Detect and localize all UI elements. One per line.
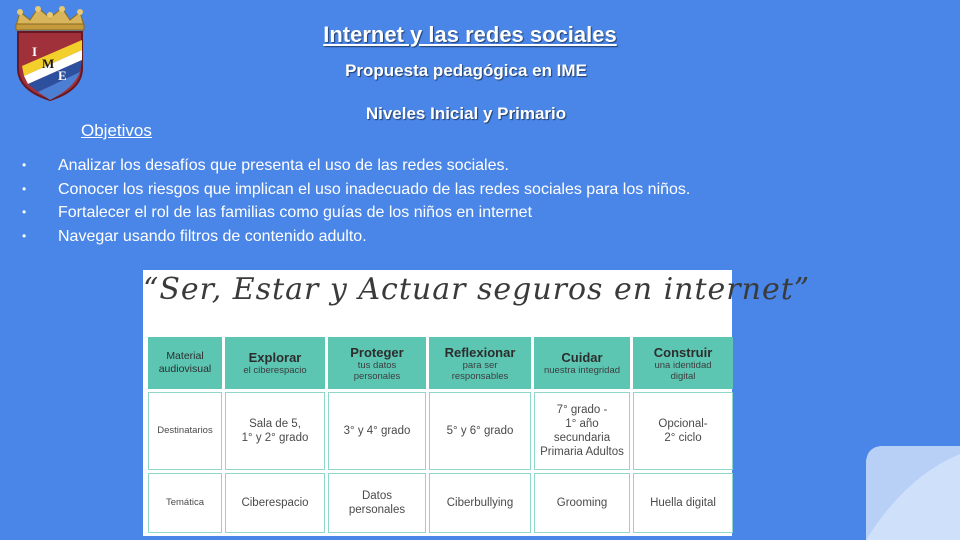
table-cell: Huella digital — [633, 473, 733, 533]
poster-image — [143, 270, 811, 536]
column-title: Reflexionar — [444, 344, 516, 360]
list-item — [20, 154, 880, 178]
table-header-row — [148, 337, 733, 389]
list-item — [20, 178, 880, 202]
logo-letter: M — [42, 56, 55, 71]
page-subtitle: Propuesta pedagógica en IME — [345, 61, 587, 80]
logo-letter: I — [32, 44, 38, 59]
list-item — [20, 225, 880, 249]
row-label: Temática — [148, 473, 222, 533]
objective-text: Navegar usando filtros de contenido adulto. — [58, 227, 367, 245]
table-header-cell: Proteger tus datos personales — [328, 337, 426, 389]
table-header-cell: Reflexionar para ser responsables — [429, 337, 531, 389]
column-title: Explorar — [248, 350, 302, 365]
crown-icon — [16, 6, 84, 30]
bullet-icon: • — [22, 205, 27, 219]
objectives-heading: Objetivos — [81, 121, 152, 140]
table-header-cell: Explorar el ciberespacio — [225, 337, 325, 389]
table-header-cell: Cuidar nuestra integridad — [534, 337, 630, 389]
row-label: Destinatarios — [148, 392, 222, 470]
table-cell: 3° y 4° grado — [328, 392, 426, 470]
column-title: Proteger — [350, 344, 404, 360]
table-cell: Ciberespacio — [225, 473, 325, 533]
levels-heading: Niveles Inicial y Primario — [365, 104, 567, 123]
table-row — [148, 392, 733, 470]
objectives-list — [20, 154, 880, 248]
ime-logo — [8, 6, 92, 102]
table-cell: Datos personales — [328, 473, 426, 533]
objective-text: Fortalecer el rol de las familias como guías de los niños en internet — [58, 204, 533, 221]
bullet-icon: • — [22, 158, 27, 172]
column-title: Cuidar — [561, 350, 603, 365]
table-cell: 5° y 6° grado — [429, 392, 531, 470]
table-cell: Opcional- 2° ciclo — [633, 392, 733, 470]
list-item — [20, 201, 880, 225]
column-title: Construir — [653, 344, 713, 360]
table-header-cell: Material audiovisual — [148, 337, 222, 389]
table-header-cell: Construir una identidad digital — [633, 337, 733, 389]
table-cell: Ciberbullying — [429, 473, 531, 533]
poster-title: “Ser, Estar y Actuar seguros en internet” — [143, 272, 811, 307]
page-curl-decoration — [866, 446, 960, 540]
objective-text: Analizar los desafíos que presenta el uso de las redes sociales. — [58, 157, 509, 174]
page-title: Internet y las redes sociales — [323, 22, 617, 47]
program-table — [145, 334, 736, 536]
table-cell: Sala de 5, 1° y 2° grado — [225, 392, 325, 470]
bullet-icon: • — [22, 181, 27, 196]
table-cell: Grooming — [534, 473, 630, 533]
table-row — [148, 473, 733, 533]
logo-letter: E — [58, 68, 67, 83]
table-cell: 7° grado - 1° año secundaria Primaria Adultos — [534, 392, 630, 470]
objective-text: Conocer los riesgos que implican el uso inadecuado de las redes sociales para los niños. — [58, 180, 691, 198]
bullet-icon: • — [22, 228, 27, 243]
